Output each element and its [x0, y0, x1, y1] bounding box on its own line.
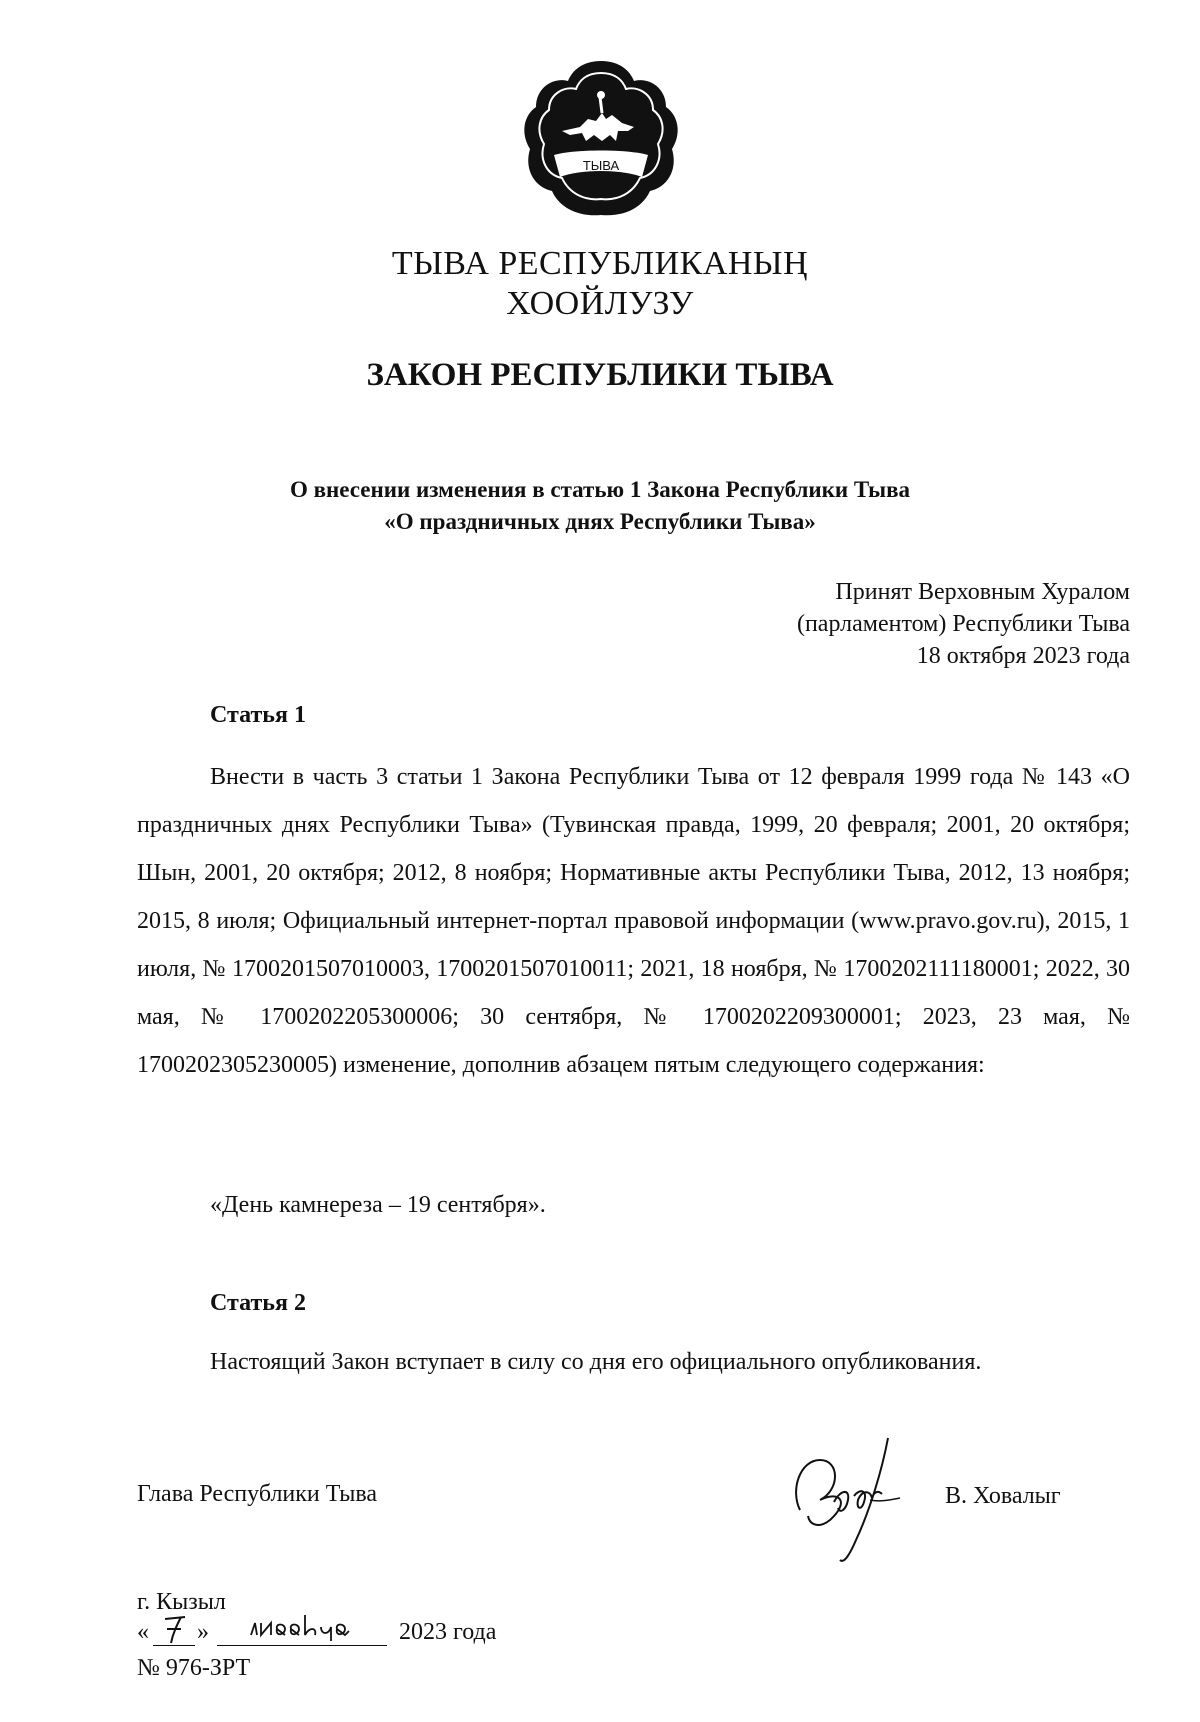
article1-heading: Статья 1	[210, 702, 306, 728]
tyva-coat-of-arms-icon	[522, 57, 680, 221]
date-open-quote: «	[137, 1619, 149, 1645]
law-title-line1: О внесении изменения в статью 1 Закона Республики Тыва	[289, 477, 910, 502]
signatory-name: В. Ховалыг	[945, 1483, 1061, 1509]
law-title	[0, 474, 1200, 538]
handwritten-month	[245, 1605, 395, 1647]
heading-tuvan-line1: ТЫВА РЕСПУБЛИКАНЫҢ	[391, 245, 809, 282]
date-year: 2023 года	[399, 1619, 497, 1645]
heading-tuvan-line2: ХООЙЛУЗУ	[506, 285, 694, 322]
adoption-line2: (парламентом) Республики Тыва	[796, 611, 1130, 637]
article1-quote: «День камнереза – 19 сентября».	[210, 1192, 546, 1218]
law-number: № 976-ЗРТ	[137, 1655, 251, 1681]
signatory-position: Глава Республики Тыва	[137, 1481, 378, 1507]
adoption-note	[797, 576, 1130, 672]
adoption-date: 18 октября 2023 года	[916, 643, 1130, 669]
article2-text: Настоящий Закон вступает в силу со дня его официального опубликования.	[210, 1349, 982, 1375]
heading-russian: ЗАКОН РЕСПУБЛИКИ ТЫВА	[366, 357, 834, 393]
day-underline	[153, 1645, 195, 1646]
month-underline	[217, 1645, 387, 1646]
signing-date	[137, 1613, 587, 1647]
adoption-line1: Принят Верховным Хуралом	[835, 579, 1130, 605]
article2-heading: Статья 2	[210, 1290, 306, 1316]
emblem-label: ТЫВА	[582, 158, 620, 173]
handwritten-day	[151, 1605, 201, 1647]
heading-tuvan	[0, 244, 1200, 324]
city: г. Кызыл	[137, 1589, 226, 1615]
law-title-line2: «О праздничных днях Республики Тыва»	[384, 509, 816, 534]
handwritten-signature-icon	[770, 1430, 920, 1580]
article1-text: Внести в часть 3 статьи 1 Закона Республики Тыва от 12 февраля 1999 года № 143 «О праздничных днях Республики Тыва» (Тувинская правда, 1999, 20 февраля; 2001, 20 октября; Шын, 2001, 20 октября; 2012, 8 ноября; Нормативные акты Республики Тыва, 2012, 13 ноября; 2015, 8 июля; Официальный интернет-портал правовой информации (www.pravo.gov.ru), 2015, 1 июля, № 1700201507010003, 1700201507010011; 2021, 18 ноября, № 1700202111180001; 2022, 30 мая, № 1700202205300006; 30 сентября, № 1700202209300001; 2023, 23 мая, № 1700202305230005) изменение, дополнив абзацем пятым следующего содержания:	[137, 764, 1130, 1078]
date-close-quote: »	[197, 1619, 209, 1645]
